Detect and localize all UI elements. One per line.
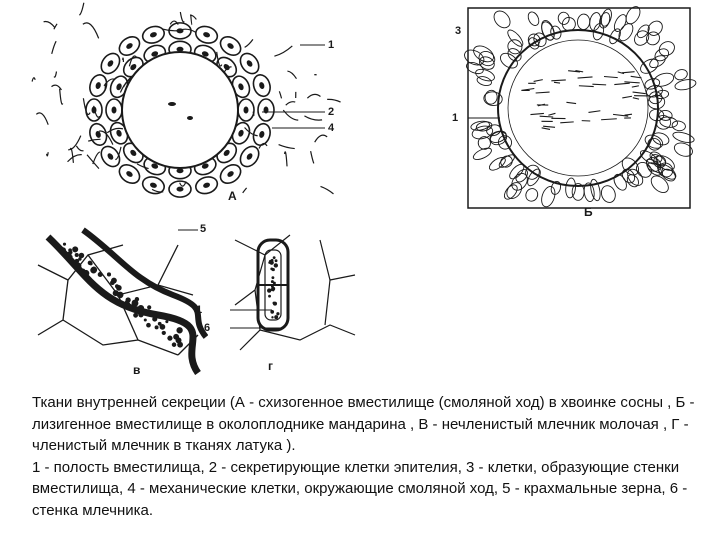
figure-v-letter: в [133, 363, 141, 377]
figure-caption [32, 392, 700, 521]
figure-v-marker-5: 5 [200, 223, 207, 235]
caption-description: Ткани внутренней секреции (А - схизогенное вместилище (смоляной ход) в хвоинке сосны , Б - лизигенное вместилище в околоплоднике мандарина , В - нечленистый млечник молочая , Г - членистый млечник в тканях латука ). [32, 394, 695, 454]
figure-g-articulated-laticifer [230, 230, 360, 355]
figure-a-marker-4: 4 [328, 122, 335, 134]
figure-b-lysigenous-cavity [460, 0, 700, 215]
figure-g-letter: г [268, 359, 273, 373]
figure-a-letter: А [228, 189, 237, 203]
figure-a-marker-1: 1 [328, 39, 335, 51]
figure-b-marker-3: 3 [455, 25, 462, 37]
figure-g-marker-1: 1 [196, 304, 203, 316]
figure-a-resin-canal [0, 0, 360, 215]
figure-v-laticifer [28, 225, 211, 375]
figure-b-letter: Б [584, 205, 593, 219]
figure-b-marker-1: 1 [452, 112, 459, 124]
figure-g-marker-6: 6 [204, 322, 211, 334]
figure-a-marker-2: 2 [328, 106, 335, 118]
caption-legend: 1 - полость вместилища, 2 - секретирующие клетки эпителия, 3 - клетки, образующие стенки вместилища, 4 - механические клетки, окружающие смоляной ход, 5 - крахмальные зерна, 6 - стенка млечника. [32, 458, 688, 519]
